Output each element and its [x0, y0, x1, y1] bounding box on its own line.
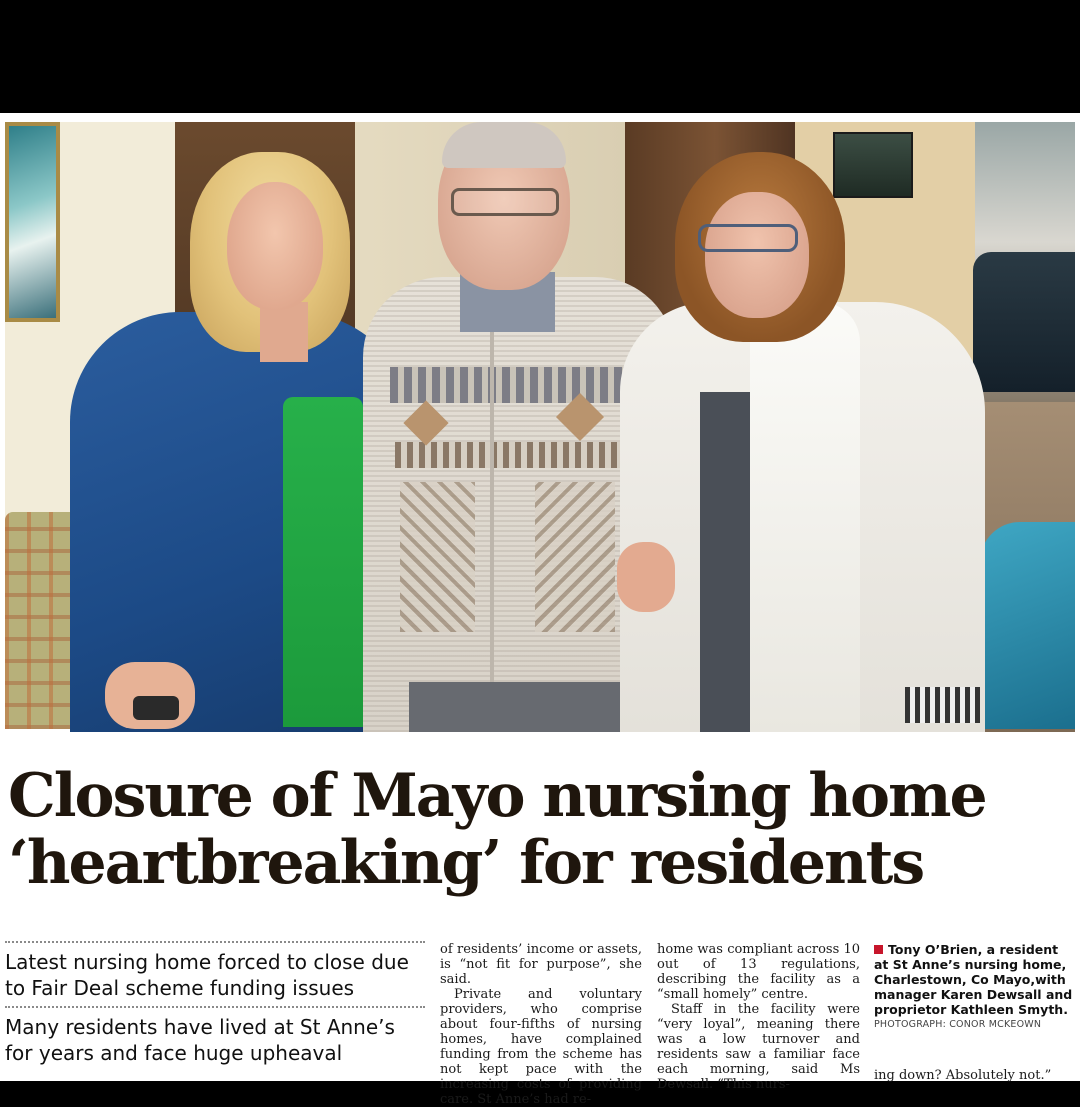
body-paragraph: home was compliant across 10 out of 13 regulations, describing the facility as a “small homely” centre. [657, 942, 860, 1002]
photo-man-glasses [451, 188, 559, 216]
body-paragraph: Private and voluntary providers, who comprise about four-fifths of nursing homes, have complained funding from the scheme has not kept pace with the increasing costs of providing care. St Anne’s had re- [440, 987, 642, 1107]
headline-line-1: Closure of Mayo nursing home [8, 761, 986, 831]
newspaper-page [0, 113, 1080, 1107]
photo-painting-right [833, 132, 913, 198]
caption-text: Tony O’Brien, a resident at St Anne’s nursing home, Charlestown, Co Mayo,with manager Karen Dewsall and proprietor Kathleen Smyth. [874, 942, 1073, 1017]
caption-marker-icon [874, 945, 883, 954]
photo-credit: PHOTOGRAPH: CONOR MCKEOWN [874, 1019, 1042, 1030]
standfirst-2: Many residents have lived at St Anne’s for years and face huge upheaval [5, 1006, 425, 1066]
body-column-1 [440, 942, 642, 1107]
photo-painting-left [5, 122, 60, 322]
body-column-4-fragment: ing down? Absolutely not.” [874, 1068, 1052, 1083]
photo-caption [874, 942, 1074, 1031]
article-headline [8, 763, 1072, 897]
photo-woman-left-top [283, 397, 363, 727]
caption-text-block [874, 942, 1074, 1017]
photo-woman-right-hand [617, 542, 675, 612]
photo-man-pattern-band [395, 442, 645, 468]
photo-man-trousers [409, 682, 629, 732]
photo-woman-left-face [227, 182, 323, 310]
photo-man-pattern-panel [535, 482, 615, 632]
photo-armchair-right [980, 522, 1075, 729]
body-column-2 [657, 942, 860, 1092]
photo-man-pattern-band [390, 367, 645, 403]
body-paragraph: of residents’ income or assets, is “not fit for purpose”, she said. [440, 942, 642, 987]
photo-sofa [973, 252, 1075, 392]
photo-man-hair [442, 122, 566, 168]
photo-man-pattern-panel [400, 482, 475, 632]
article-photo [5, 122, 1075, 729]
photo-woman-right-cuff [905, 687, 980, 723]
photo-woman-left-neck [260, 302, 308, 362]
body-paragraph: Staff in the facility were “very loyal”, meaning there was a low turnover and residents saw a familiar face each morning, said Ms Dewsall. “This nurs- [657, 1002, 860, 1092]
standfirst-1: Latest nursing home forced to close due to Fair Deal scheme funding issues [5, 941, 425, 1001]
watch-icon [133, 696, 179, 720]
photo-woman-right-glasses [698, 224, 798, 252]
photo-woman-right-scarf [750, 302, 860, 732]
headline-line-2: ‘heartbreaking’ for residents [8, 828, 924, 898]
photo-man-zip [490, 332, 494, 692]
photo-woman-right-face [705, 192, 809, 318]
top-black-bar [0, 0, 1080, 113]
